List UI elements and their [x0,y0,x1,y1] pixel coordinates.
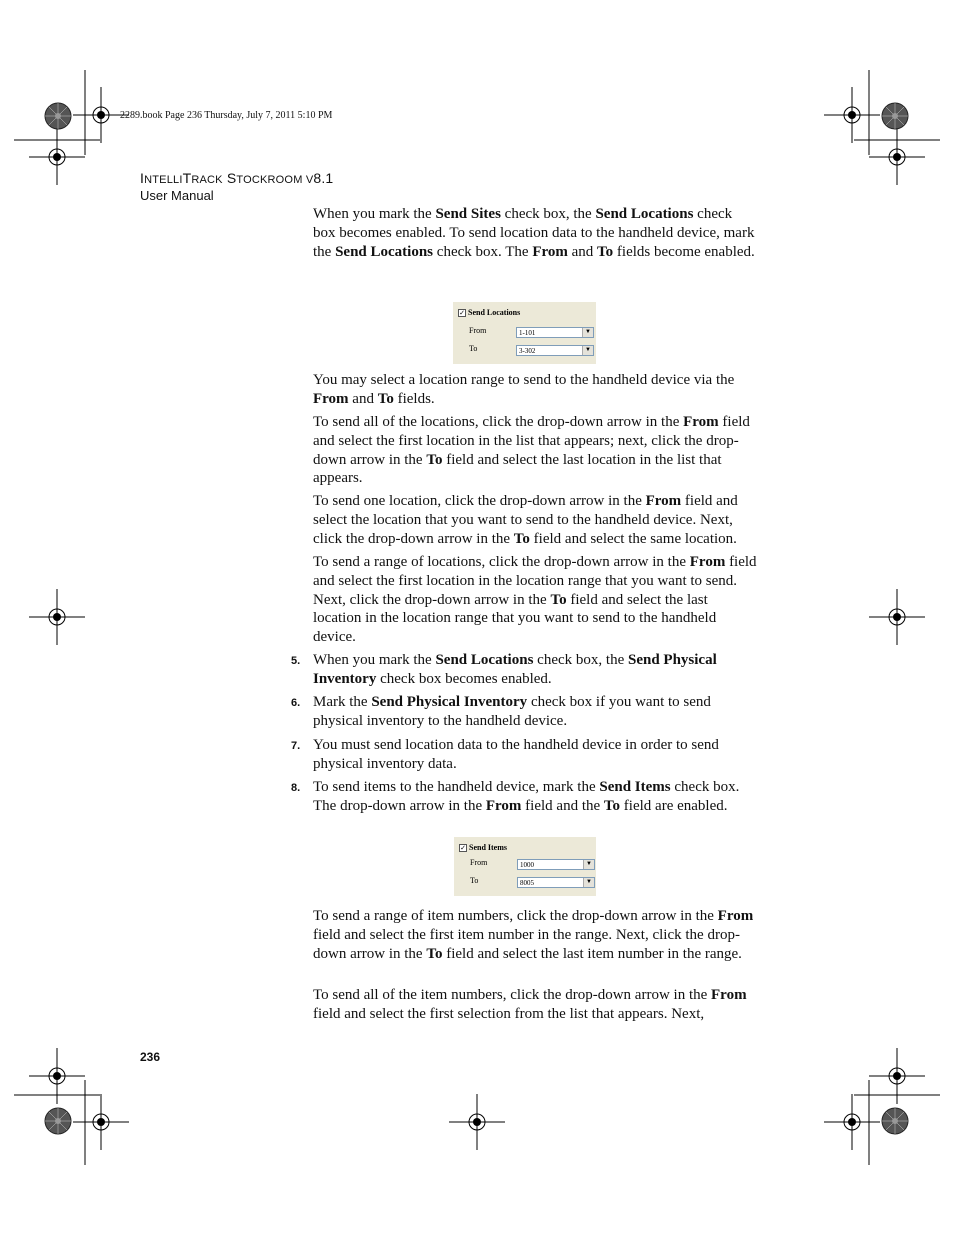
paragraph-all-items: To send all of the item numbers, click the drop-down arrow in the From field and select the first selection from the list that appears. Next, [313,987,747,1022]
to-label: To [470,876,479,885]
send-items-checkbox: ✓ [460,844,466,852]
from-combo: 1-101 ▼ [516,327,594,338]
chevron-down-icon: ▼ [582,328,593,337]
send-items-label: Send Items [469,843,508,852]
step-8-text: To send items to the handheld device, mark the Send Items check box. The drop-down arrow in the From field and the To field are enabled. [313,779,740,814]
paragraph-send-all-locations: To send all of the locations, click the drop-down arrow in the From field and select the first location in the list that appears; next, click the drop-down arrow in the To field and select the last location in the list that appears. [313,414,750,487]
running-subtitle: User Manual [140,188,214,203]
step-7-text: You must send location data to the handheld device in order to send physical inventory data. [313,737,719,772]
chevron-down-icon: ▼ [583,878,594,887]
running-title: INTELLITRACK STOCKROOM V8.1 [140,170,334,186]
step-number: 6. [291,697,301,709]
step-6-text: Mark the Send Physical Inventory check box if you want to send physical inventory to the handheld device. [313,694,711,729]
send-locations-label: Send Locations [468,308,521,317]
send-items-screenshot [454,837,596,896]
print-slug: 2289.book Page 236 Thursday, July 7, 2011 5:10 PM [120,110,333,121]
chevron-down-icon: ▼ [583,860,594,869]
step-number: 7. [291,740,301,752]
to-combo: 8005 ▼ [517,877,595,888]
step-5-text: When you mark the Send Locations check box, the Send Physical Inventory check box becomes enabled. [313,652,717,687]
to-combo: 3-302 ▼ [516,345,594,356]
chevron-down-icon: ▼ [582,346,593,355]
send-locations-checkbox: ✓ [459,309,465,317]
from-label: From [470,858,488,867]
paragraph-range-items: To send a range of item numbers, click the drop-down arrow in the From field and select the first item number in the range. Next, click the drop-down arrow in the To field and select the last item number in the range. [313,908,754,962]
paragraph-location-range: You may select a location range to send to the handheld device via the From and To fields. [313,372,735,407]
to-label: To [469,344,478,353]
paragraph-send-range-locations: To send a range of locations, click the drop-down arrow in the From field and select the first location in the location range that you want to send. Next, click the drop-down arrow in the To field and select the last location in the location range that you want to send to the handheld device. [313,554,757,646]
step-number: 8. [291,782,301,794]
from-combo: 1000 ▼ [517,859,595,870]
paragraph-send-locations-intro: When you mark the Send Sites check box, the Send Locations check box becomes enabled. To send location data to the handheld device, mark the Send Locations check box. The From and To fields become enabled. [313,206,755,260]
from-label: From [469,326,487,335]
page-number: 236 [140,1050,161,1064]
send-locations-screenshot [453,302,596,364]
paragraph-send-one-location: To send one location, click the drop-down arrow in the From field and select the location that you want to send to the handheld device. Next, click the drop-down arrow in the To field and select the same location. [313,493,738,547]
step-number: 5. [291,655,301,667]
